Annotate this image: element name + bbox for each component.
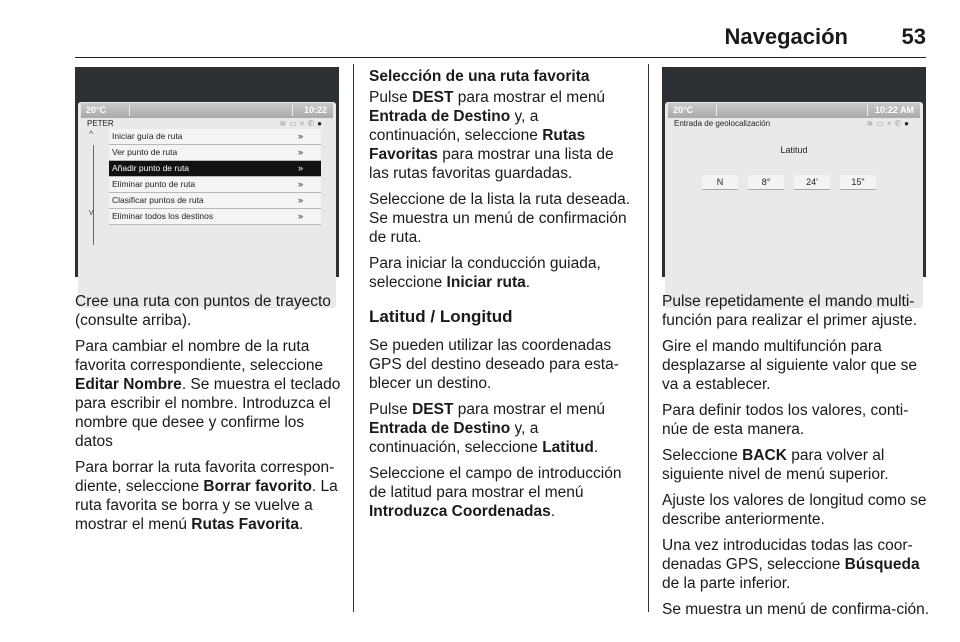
header-rule — [75, 57, 926, 58]
chevron-right-icon: » — [297, 211, 303, 221]
route-menu-list — [109, 129, 321, 225]
latitude-label: Latitud — [780, 145, 808, 155]
clock: 10:22 — [303, 105, 327, 115]
screen-display — [665, 102, 923, 308]
paragraph: Cree una ruta con puntos de trayecto (consulte arriba). — [75, 293, 331, 329]
chevron-right-icon: » — [297, 131, 303, 141]
coord-degrees-field[interactable]: 8° — [748, 175, 784, 190]
status-separator — [867, 105, 868, 116]
settings-icon: ● — [317, 119, 325, 128]
wifi-icon: ≋ — [279, 119, 290, 128]
mute-icon: × — [886, 119, 895, 128]
screen-geolocation — [662, 67, 926, 277]
paragraph: Seleccione BACK para volver al siguiente nivel de menú superior. — [662, 447, 889, 483]
screen-subtitle: PETER — [87, 119, 114, 128]
scroll-up-icon[interactable]: ^ — [89, 129, 94, 139]
status-separator — [716, 105, 717, 116]
screen-subtitle: Entrada de geolocalización — [674, 119, 771, 128]
coord-minutes-field[interactable]: 24' — [794, 175, 830, 190]
phone-icon: ✆ — [307, 119, 318, 128]
page-number: 53 — [901, 24, 926, 49]
wifi-icon: ≋ — [866, 119, 877, 128]
paragraph: Ajuste los valores de longitud como se describe anteriormente. — [662, 492, 927, 528]
column-3 — [662, 292, 930, 626]
settings-icon: ● — [904, 119, 912, 128]
paragraph: Para cambiar el nombre de la ruta favorita correspondiente, seleccione Editar Nombre. Se muestra el teclado para escribir el nombre. Introduzca el nombre que desee y confirme los datos — [75, 338, 341, 450]
paragraph: Pulse DEST para mostrar el menú Entrada de Destino y, a continuación, seleccione Rutas Favoritas para mostrar una lista de las rutas favoritas guardadas. — [369, 89, 614, 182]
menu-item-eliminar-todos[interactable]: Eliminar todos los destinos » — [109, 209, 321, 225]
status-bar — [81, 103, 333, 118]
coord-hemisphere-field[interactable]: N — [702, 175, 738, 190]
status-icons — [867, 119, 912, 128]
temperature: 20°C — [86, 105, 107, 115]
column-1 — [75, 292, 345, 541]
page-header — [75, 22, 926, 52]
paragraph: Para definir todos los valores, conti-núe de esta manera. — [662, 402, 909, 438]
paragraph: Seleccione el campo de introducción de latitud para mostrar el menú Introduzca Coordenadas. — [369, 465, 622, 520]
column-divider-1 — [353, 64, 354, 612]
status-separator — [129, 105, 130, 116]
temperature: 20°C — [673, 105, 694, 115]
column-2 — [369, 67, 634, 528]
coord-seconds-field[interactable]: 15" — [840, 175, 876, 190]
chevron-right-icon: » — [297, 195, 303, 205]
chevron-right-icon: » — [297, 179, 303, 189]
paragraph: Pulse repetidamente el mando multi-función para realizar el primer ajuste. — [662, 293, 918, 329]
clock: 10:22 AM — [874, 105, 914, 115]
section-heading: Selección de una ruta favorita — [369, 68, 590, 85]
message-icon: ▭ — [876, 119, 887, 128]
paragraph: Una vez introducidas todas las coor-denadas GPS, seleccione Búsqueda de la parte inferior. — [662, 537, 920, 592]
paragraph: Se pueden utilizar las coordenadas GPS del destino deseado para esta-blecer un destino. — [369, 337, 619, 392]
page-title: Navegación — [724, 24, 848, 49]
paragraph: Para borrar la ruta favorita correspon-diente, seleccione Borrar favorito. La ruta favorita se borra y se vuelve a mostrar el menú Rutas Favorita. — [75, 459, 338, 533]
menu-item-anadir-punto[interactable]: Añadir punto de ruta » — [109, 161, 321, 177]
paragraph: Se muestra un menú de confirma-ción. — [662, 601, 930, 618]
menu-item-eliminar-punto[interactable]: Eliminar punto de ruta » — [109, 177, 321, 193]
paragraph: Para iniciar la conducción guiada, seleccione Iniciar ruta. — [369, 255, 601, 291]
column-divider-2 — [648, 64, 649, 612]
paragraph: Seleccione de la lista la ruta deseada. Se muestra un menú de confirmación de ruta. — [369, 191, 631, 246]
scrollbar[interactable] — [93, 145, 94, 245]
chevron-right-icon: » — [297, 163, 303, 173]
status-bar — [668, 103, 920, 118]
scroll-down-icon[interactable]: v — [89, 207, 94, 217]
status-icons — [280, 119, 325, 128]
menu-item-clasificar-puntos[interactable]: Clasificar puntos de ruta » — [109, 193, 321, 209]
paragraph: Pulse DEST para mostrar el menú Entrada de Destino y, a continuación, seleccione Latitud. — [369, 401, 606, 456]
section-heading: Latitud / Longitud — [369, 307, 513, 326]
mute-icon: × — [299, 119, 308, 128]
status-separator — [292, 105, 293, 116]
menu-item-ver-punto[interactable]: Ver punto de ruta » — [109, 145, 321, 161]
chevron-right-icon: » — [297, 147, 303, 157]
paragraph: Gire el mando multifunción para desplazarse al siguiente valor que se va a establecer. — [662, 338, 918, 393]
phone-icon: ✆ — [894, 119, 905, 128]
menu-item-iniciar-guia[interactable]: Iniciar guía de ruta » — [109, 129, 321, 145]
message-icon: ▭ — [289, 119, 300, 128]
screen-route-menu — [75, 67, 339, 277]
